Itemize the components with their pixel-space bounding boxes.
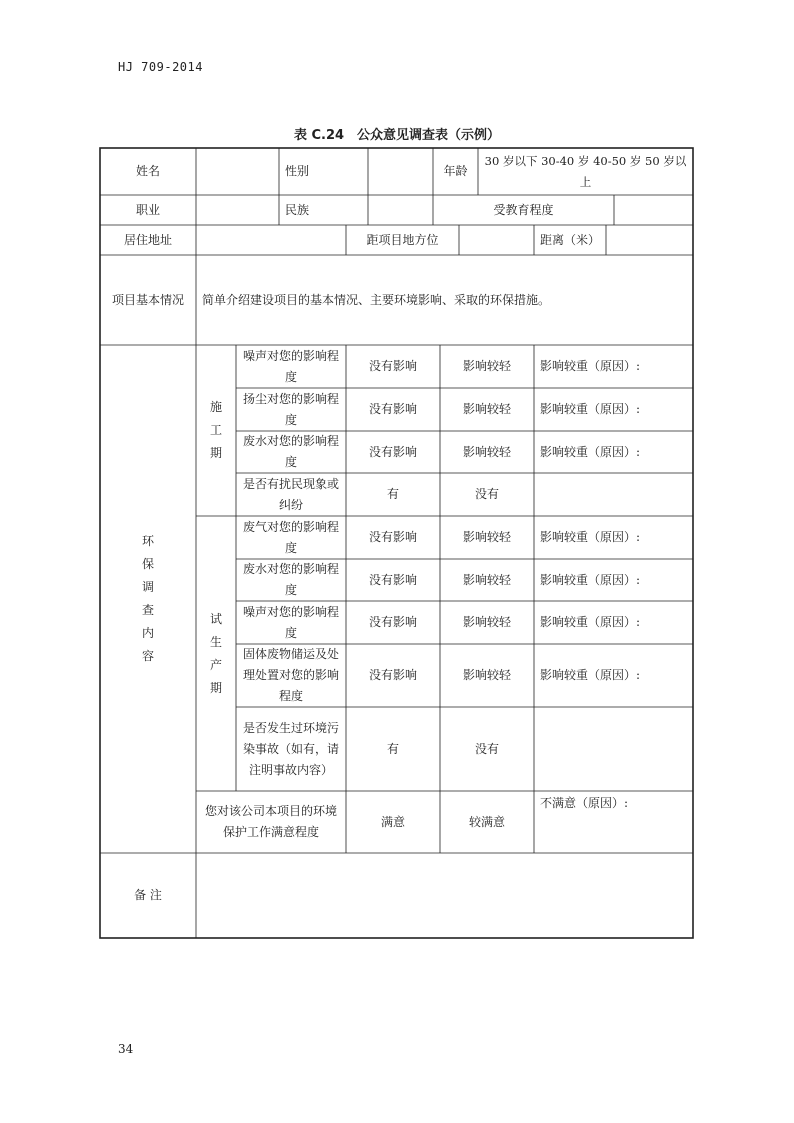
survey-item: 废水对您的影响程度 [242, 434, 339, 469]
option-light-impact[interactable]: 影响较轻 [462, 402, 511, 416]
option-light-impact[interactable]: 影响较轻 [462, 530, 511, 544]
option-unsatisfied[interactable]: 不满意（原因）: [540, 796, 629, 810]
project-description: 简单介绍建设项目的基本情况、主要环境影响、采取的环保措施。 [202, 292, 551, 307]
address-field[interactable] [196, 225, 346, 255]
occupation-label: 职业 [135, 202, 160, 217]
remarks-field[interactable] [196, 853, 693, 938]
table-caption: 表 C.24 公众意见调查表（示例） [293, 128, 501, 143]
construction-period-label: 施工期 [210, 400, 223, 460]
option-heavy-impact[interactable]: 影响较重（原因）: [540, 668, 641, 682]
name-field[interactable] [196, 148, 279, 195]
address-label: 居住地址 [123, 232, 172, 247]
name-label: 姓名 [135, 164, 160, 178]
survey-item: 固体废物储运及处理处置对您的影响程度 [242, 647, 339, 703]
option-heavy-impact[interactable]: 影响较重（原因）: [540, 444, 641, 459]
ethnicity-field[interactable] [368, 195, 433, 225]
option-light-impact[interactable]: 影响较轻 [462, 444, 511, 459]
option-heavy-impact[interactable]: 影响较重（原因）: [540, 572, 641, 587]
option-yes[interactable]: 有 [386, 741, 399, 756]
option-heavy-impact[interactable]: 影响较重（原因）: [540, 402, 641, 416]
survey-item: 废气对您的影响程度 [242, 519, 339, 555]
option-blank[interactable] [534, 707, 693, 791]
age-label: 年龄 [443, 164, 468, 178]
option-heavy-impact[interactable]: 影响较重（原因）: [540, 615, 641, 629]
gender-label: 性别 [285, 164, 310, 178]
survey-item: 是否发生过环境污染事故（如有，请注明事故内容） [242, 720, 339, 777]
option-no-impact[interactable]: 没有影响 [368, 530, 417, 544]
education-field[interactable] [614, 195, 693, 225]
remarks-label: 备 注 [134, 888, 162, 902]
trial-production-label: 试生产期 [210, 611, 223, 695]
page-number: 34 [118, 1042, 134, 1056]
document-code: HJ 709-2014 [118, 60, 203, 74]
option-no-impact[interactable]: 没有影响 [368, 668, 417, 682]
option-light-impact[interactable]: 影响较轻 [462, 668, 511, 682]
satisfaction-question: 您对该公司本项目的环境保护工作满意程度 [204, 804, 337, 839]
option-no-impact[interactable]: 没有影响 [368, 359, 417, 373]
option-heavy-impact[interactable]: 影响较重（原因）: [540, 359, 641, 373]
distance-field[interactable] [606, 225, 693, 255]
direction-label: 距项目地方位 [366, 232, 439, 247]
option-no[interactable]: 没有 [474, 487, 499, 501]
option-no-impact[interactable]: 没有影响 [368, 615, 417, 629]
env-survey-label: 环保调查内容 [142, 534, 155, 663]
option-no-impact[interactable]: 没有影响 [368, 402, 417, 416]
survey-item: 噪声对您的影响程度 [242, 604, 339, 640]
survey-item: 扬尘对您的影响程度 [242, 391, 339, 427]
direction-field[interactable] [459, 225, 534, 255]
option-yes[interactable]: 有 [386, 487, 399, 501]
option-fairly-satisfied[interactable]: 较满意 [468, 814, 505, 829]
option-no-impact[interactable]: 没有影响 [368, 444, 417, 459]
option-heavy-impact[interactable]: 影响较重（原因）: [540, 530, 641, 544]
survey-item: 废水对您的影响程度 [242, 562, 339, 597]
occupation-field[interactable] [196, 195, 279, 225]
option-no-impact[interactable]: 没有影响 [368, 572, 417, 587]
distance-label: 距离（米） [539, 232, 600, 247]
option-blank[interactable] [534, 473, 693, 516]
gender-field[interactable] [368, 148, 433, 195]
option-satisfied[interactable]: 满意 [380, 814, 405, 829]
age-options[interactable]: 30 岁以下 30-40 岁 40-50 岁 50 岁以上 [484, 153, 687, 189]
education-label: 受教育程度 [493, 202, 554, 217]
option-light-impact[interactable]: 影响较轻 [462, 359, 511, 373]
survey-item: 是否有扰民现象或纠纷 [242, 476, 339, 512]
project-label: 项目基本情况 [111, 292, 184, 307]
survey-item: 噪声对您的影响程度 [242, 348, 339, 384]
ethnicity-label: 民族 [285, 202, 310, 217]
option-no[interactable]: 没有 [474, 741, 499, 756]
option-light-impact[interactable]: 影响较轻 [462, 572, 511, 587]
option-light-impact[interactable]: 影响较轻 [462, 615, 511, 629]
